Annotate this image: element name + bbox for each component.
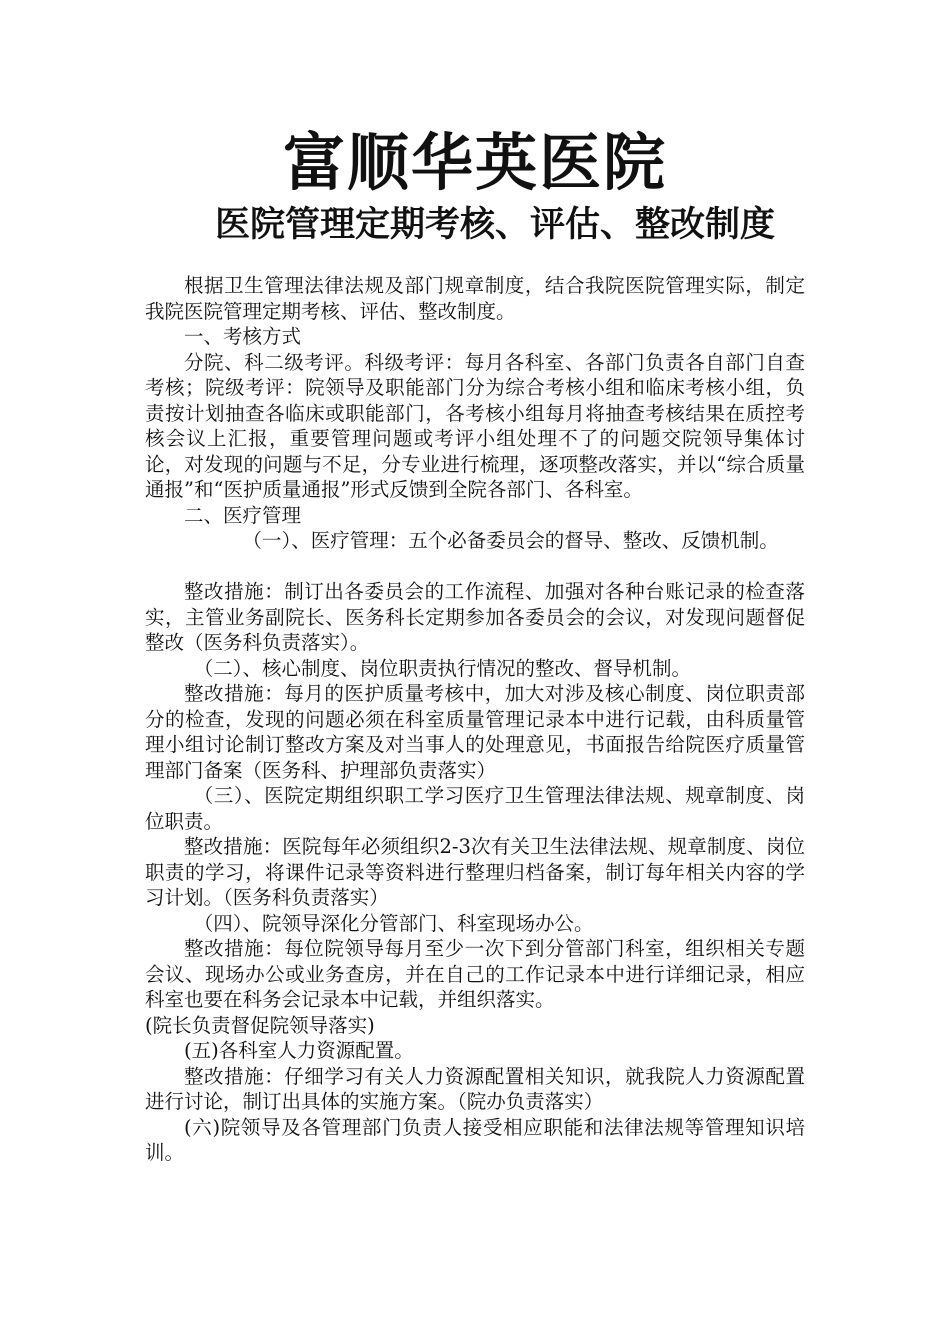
assessment-paragraph: 分院、科二级考评。科级考评：每月各科室、各部门负责各自部门自查考核；院级考评：院领导及职能部门分为综合考核小组和临床考核小组，负责按计划抽查各临床或职能部门，各考核小组每月将抽查考核结果在质控考核会议上汇报，重要管理问题或考评小组处理不了的问题交院领导集体讨论，对发现的问题与不足，分专业进行梳理，逐项整改落实，并以“综合质量通报”和“医护质量通报”形式反馈到全院各部门、各科室。	[145, 350, 805, 501]
section-heading-medical: 二、医疗管理	[184, 503, 302, 527]
measure-paragraph-3: 整改措施：医院每年必须组织2-3次有关卫生法律法规、规章制度、岗位职责的学习，将课件记录等资料进行整理归档备案，制订每年相关内容的学习计划。（医务科负责落实）	[145, 835, 805, 909]
item-heading-4: （四）、院领导深化分管部门、科室现场办公。	[193, 911, 594, 935]
blank-line	[145, 554, 805, 580]
measure-paragraph-4-note: (院长负责督促院领导落实)	[145, 1013, 375, 1037]
intro-paragraph: 根据卫生管理法律法规及部门规章制度，结合我院医院管理实际，制定我院医院管理定期考核、评估、整改制度。	[145, 274, 805, 323]
item-heading-3: （三）、医院定期组织职工学习医疗卫生管理法律法规、规章制度、岗位职责。	[145, 784, 805, 833]
document-body	[145, 273, 805, 1166]
measure-paragraph-1: 整改措施：制订出各委员会的工作流程、加强对各种台账记录的检查落实，主管业务副院长、医务科长定期参加各委员会的会议，对发现问题督促整改（医务科负责落实）。	[145, 580, 805, 654]
measure-paragraph-2: 整改措施：每月的医护质量考核中，加大对涉及核心制度、岗位职责部分的检查，发现的问题必须在科室质量管理记录本中进行记载，由科质量管理小组讨论制订整改方案及对当事人的处理意见，书面报告给院医疗质量管理部门备案（医务科、护理部负责落实）	[145, 682, 805, 782]
measure-paragraph-5: 整改措施：仔细学习有关人力资源配置相关知识，就我院人力资源配置进行讨论，制订出具体的实施方案。（院办负责落实）	[145, 1064, 805, 1113]
item-heading-2: （二）、核心制度、岗位职责执行情况的整改、督导机制。	[193, 656, 692, 680]
hospital-name: 富顺华英医院	[282, 126, 667, 199]
item-heading-1: （一）、医疗管理：五个必备委员会的督导、整改、反馈机制。	[242, 529, 779, 552]
item-heading-6: (六)院领导及各管理部门负责人接受相应职能和法律法规等管理知识培训。	[145, 1115, 805, 1164]
measure-paragraph-4: 整改措施：每位院领导每月至少一次下到分管部门科室，组织相关专题会议、现场办公或业务查房，并在自己的工作记录本中进行详细记录，相应科室也要在科务会记录本中记载，并组织落实。	[145, 937, 805, 1011]
item-heading-5: (五)各科室人力资源配置。	[184, 1039, 414, 1062]
section-heading-assessment: 一、考核方式	[184, 325, 302, 348]
document-title: 医院管理定期考核、评估、整改制度	[214, 204, 775, 245]
